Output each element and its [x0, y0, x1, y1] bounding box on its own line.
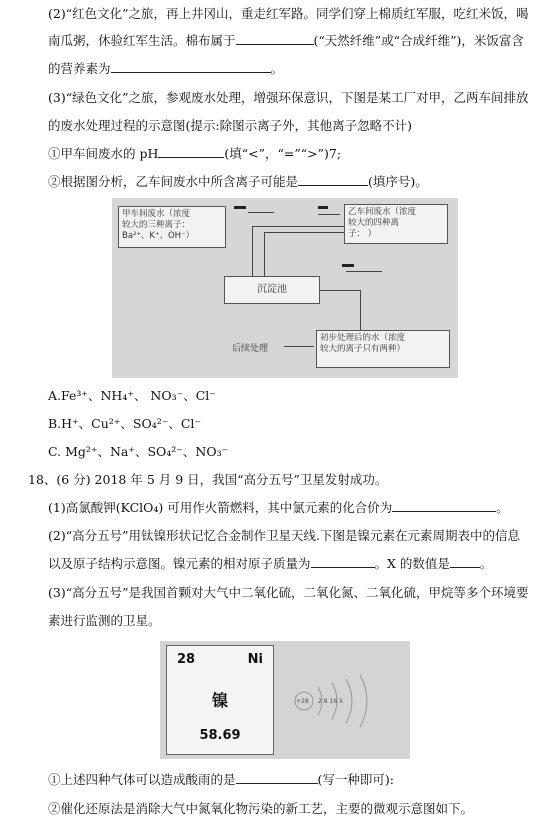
pipe-jia-arrow	[248, 212, 274, 213]
q18-sub2: ②催化还原法是消除大气中氮氧化物污染的新工艺，主要的微观示意图如下。	[48, 801, 474, 816]
workshop-jia-text-1: 甲车间废水（浓度	[122, 209, 191, 219]
nutrient-answer-blank[interactable]	[111, 61, 271, 73]
sedimentation-tank-box: 沉淀池	[224, 276, 320, 304]
acid-rain-gas-answer-blank[interactable]	[236, 772, 318, 784]
workshop-yi-text-3: 子： ）	[348, 229, 377, 239]
q17-sub2	[48, 174, 428, 190]
pipe-mid-horizontal	[264, 232, 344, 233]
workshop-jia-text-2: 较大的三种离子：	[122, 220, 191, 230]
element-name: 镍	[211, 691, 228, 710]
workshop-jia-text-3: Ba²⁺、K⁺、OH⁻）	[122, 231, 195, 241]
treated-water-box	[316, 330, 450, 368]
option-c: C. Mg²⁺、Na⁺、SO₄²⁻、NO₃⁻	[48, 444, 229, 459]
q18-part3-line1: (3)“高分五号”是我国首颗对大气中二氧化硫，二氧化氮、二氧化硫，甲烷等多个环境要	[48, 585, 529, 600]
pipe-left-vertical-2	[264, 232, 265, 276]
q17-part2-text-c: 的营养素为	[48, 61, 111, 76]
cotton-fiber-answer-blank[interactable]	[236, 33, 314, 45]
q18-part2-line2	[48, 556, 492, 572]
pipe-pool-out	[320, 290, 360, 291]
q17-part2-text-a: 南瓜粥，休验红军生活。棉布属于	[48, 33, 236, 48]
q18-sub1-text-a: ①上述四种气体可以造成酸雨的是	[48, 772, 236, 787]
q18-part1-text-b: 。	[496, 500, 509, 515]
shell-arc-3	[346, 679, 352, 723]
q17-part2-text-d: 。	[270, 61, 284, 76]
q17-part3-line2: 的废水处理过程的示意图(提示:除图示离子外，其他离子忽略不计)	[48, 118, 412, 133]
wastewater-diagram	[112, 198, 458, 378]
pipe-down	[360, 290, 361, 330]
pipe-pool-arrow	[346, 271, 382, 272]
shell-electron-counts: 2 8 16 X	[318, 698, 344, 705]
option-b: B.H⁺、Cu²⁺、SO₄²⁻、Cl⁻	[48, 416, 201, 431]
q18-part1	[48, 500, 509, 516]
q17-sub2-text-b: (填序号)。	[368, 174, 428, 189]
pipe-top-horizontal	[252, 226, 344, 227]
q17-sub1-text-b: (填“<”，“=”“>”)7;	[224, 146, 342, 161]
pipe-left-vertical	[252, 226, 253, 276]
q18-heading: 18、(6 分) 2018 年 5 月 9 日，我国“高分五号”卫星发射成功。	[28, 472, 388, 487]
q17-sub2-text-a: ②根据图分析，乙车间废水中所含离子可能是	[48, 174, 299, 189]
periodic-table-cell	[166, 645, 274, 755]
shell-arc-4	[360, 675, 367, 727]
treated-water-text-1: 初步处理后的水（浓度	[320, 333, 406, 343]
workshop-yi-text-2: 较大的四种离	[348, 218, 400, 228]
q18-part1-text-a: (1)高氯酸钾(KClO₄) 可用作火箭燃料，其中氯元素的化合价为	[48, 500, 393, 515]
ion-dash-jia	[234, 206, 246, 209]
ion-dash-pool	[342, 264, 354, 267]
ph-answer-blank[interactable]	[158, 146, 224, 158]
q18-part2-text-b: 。X 的数值是	[374, 556, 450, 571]
atomic-mass: 58.69	[199, 728, 241, 743]
nucleus-charge: +28	[296, 698, 309, 705]
atomic-mass-answer-blank[interactable]	[311, 556, 375, 568]
q17-part2-line2	[48, 33, 524, 49]
follow-up-treatment-label: 后续处理	[232, 344, 269, 354]
q18-sub1-text-b: (写一种即可):	[317, 772, 394, 787]
treated-water-text-2: 较大的离子只有两种）	[320, 344, 406, 354]
ion-answer-blank[interactable]	[298, 174, 368, 186]
q18-part2-text-a: 以及原子结构示意图。镍元素的相对原子质量为	[48, 556, 311, 571]
q17-part2-text-b: (“天然纤维”或“合成纤维”)，米饭富含	[313, 33, 524, 48]
q17-part2-line1: (2)“红色文化”之旅，再上井冈山，重走红军路。同学们穿上棉质红军服，吃红米饭，喝	[48, 6, 529, 21]
workshop-yi-text-1: 乙车间废水（浓度	[348, 207, 417, 217]
q17-part3-line1: (3)“绿色文化”之旅，参观废水处理，增强环保意识，下图是某工厂对甲，乙两车间排放	[48, 90, 529, 105]
option-a: A.Fe³⁺、NH₄⁺、 NO₃⁻、Cl⁻	[48, 388, 216, 403]
q17-part2-line3	[48, 61, 283, 77]
atomic-number: 28	[177, 652, 196, 667]
q18-sub1	[48, 772, 394, 788]
atomic-structure-diagram	[284, 661, 404, 741]
pipe-to-followup	[284, 346, 314, 347]
q18-part2-text-c: 。	[479, 556, 493, 571]
q18-part3-line2: 素进行监测的卫星。	[48, 613, 161, 628]
chlorine-valence-answer-blank[interactable]	[392, 500, 496, 512]
q17-sub1	[48, 146, 341, 162]
nickel-figure	[160, 641, 410, 759]
q17-sub1-text-a: ①甲车间废水的 pH	[48, 146, 159, 161]
pipe-yi-arrow	[318, 214, 340, 215]
element-symbol: Ni	[247, 652, 263, 667]
workshop-jia-box	[118, 206, 226, 248]
workshop-yi-box	[344, 204, 448, 244]
x-value-answer-blank[interactable]	[450, 556, 480, 568]
q18-part2-line1: (2)“高分五号”用钛镍形状记忆合金制作卫星天线.下图是镍元素在元素周期表中的信息	[48, 528, 520, 543]
ion-dash-yi	[318, 206, 328, 209]
